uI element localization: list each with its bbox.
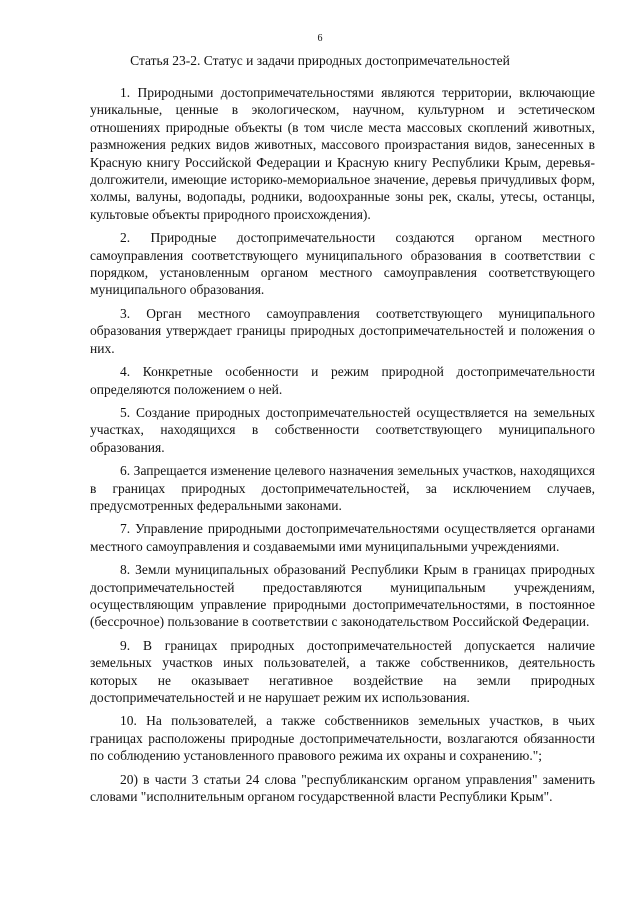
paragraph-1: 1. Природными достопримечательностями являются территории, включающие уникальные, ценные в экологическом, научном, культурном и эстетическом отношениях природные объекты (в том числе места массовых скоплений животных, размножения редких видов животных, массового произрастания видов, занесенных в Красную книгу Российской Федерации и Красную книгу Республики Крым, деревья-долгожители, имеющие историко-мемориальное значение, деревья причудливых форм, холмы, валуны, водопады, родники, водоохранные зоны рек, скалы, утесы, останцы, культовые объекты природного происхождения).	[90, 85, 595, 222]
paragraph-9: 9. В границах природных достопримечательностей допускается наличие земельных участков иных пользователей, а также собственников, деятельность которых не оказывает негативное воздействие на земли природных достопримечательностей и не нарушает режим их использования.	[90, 637, 595, 705]
paragraph-7: 7. Управление природными достопримечательностями осуществляется органами местного самоуправления и создаваемыми ими муниципальными учреждениями.	[90, 521, 595, 554]
page-number: 6	[317, 33, 323, 44]
paragraph-6: 6. Запрещается изменение целевого назначения земельных участков, находящихся в границах природных достопримечательностей, за исключением случаев, предусмотренных федеральными законами.	[90, 463, 595, 513]
paragraph-10: 10. На пользователей, а также собственников земельных участков, в чьих границах расположены природные достопримечательности, возлагаются обязанности по соблюдению установленного правового режима их охраны и сохранению.";	[90, 713, 595, 764]
article-title: Статья 23-2. Статус и задачи природных достопримечательностей	[130, 53, 510, 68]
paragraph-amendment-20: 20) в части 3 статьи 24 слова "республиканским органом управления" заменить словами "исполнительным органом государственной власти Республики Крым".	[90, 771, 595, 805]
article-body	[90, 84, 595, 811]
paragraph-2: 2. Природные достопримечательности создаются органом местного самоуправления соответствующего муниципального образования в соответствии с порядком, установленным органом местного самоуправления соответствующего муниципального образования.	[90, 230, 595, 298]
paragraph-4: 4. Конкретные особенности и режим природной достопримечательности определяются положением о ней.	[90, 364, 595, 397]
paragraph-3: 3. Орган местного самоуправления соответствующего муниципального образования утверждает границы природных достопримечательностей и положения о них.	[90, 305, 595, 356]
paragraph-8: 8. Земли муниципальных образований Республики Крым в границах природных достопримечательностей предоставляются муниципальным учреждениям, осуществляющим управление природными достопримечательностями, в постоянное (бессрочное) пользование в соответствии с законодательством Российской Федерации.	[90, 562, 595, 630]
paragraph-5: 5. Создание природных достопримечательностей осуществляется на земельных участках, находящихся в собственности соответствующего муниципального образования.	[90, 404, 595, 455]
